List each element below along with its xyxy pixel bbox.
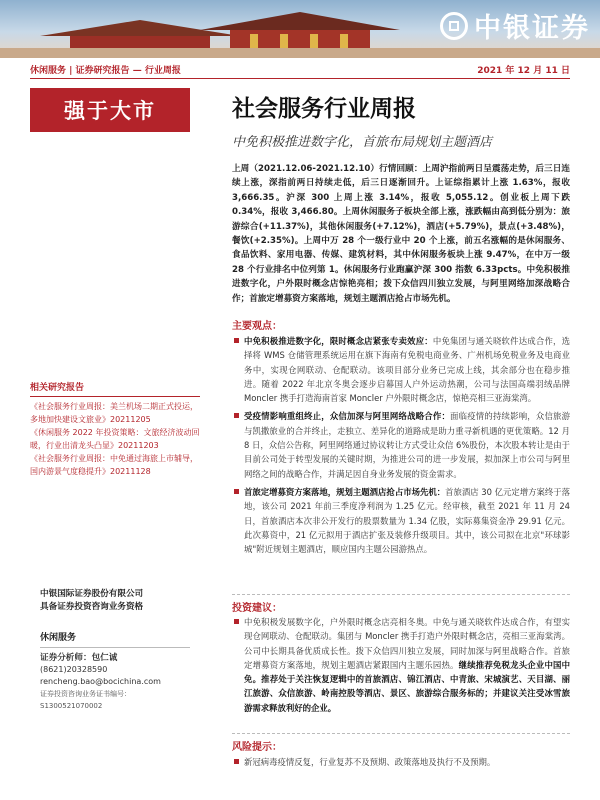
main-points-list [232,334,570,556]
related-report-link[interactable]: 《休闲服务 2022 年投资策略：文旅经济波动回暖，行业出清龙头凸显》20211203 [30,428,200,450]
report-category: 休闲服务 | 证券研究报告 — 行业周报 [30,65,181,76]
report-date: 2021 年 12 月 11 日 [477,65,570,76]
list-item: 中免积极发展数字化，户外限时概念店亮相冬奥。中免与通关晓软件达成合作，有望实现仓网联动、仓配联动。集团与 Moncler 携手打造户外限时概念店，亮相三亚海棠湾。公司中长期具备优质成长性。拨下众信四川独立发展，同时加深与阿里战略合作。首旅定增募资方案落地，规划主题酒店紧跟国内主题乐园热。继续推荐免税龙头企业中国中免。推荐处于关注恢复逻辑中的首旅酒店、锦江酒店、中青旅、宋城演艺、天目湖、丽江旅游、众信旅游、岭南控股等酒店、景区、旅游综合服务标的；并建议关注受冰雪旅游需求释放利好的企业。 [232,615,570,715]
related-reports [30,380,200,480]
related-reports-title: 相关研究报告 [30,380,200,397]
analyst-email[interactable]: rencheng.bao@bocichina.com [40,677,161,686]
related-report-link[interactable]: 《社会服务行业周报：中免通过海旅上市辅导，国内游景气度稳提升》20211128 [30,454,198,476]
analyst-info [40,624,190,712]
analyst-divider [40,647,190,648]
report-subtitle: 中免积极推进数字化，首旅布局规划主题酒店 [232,135,493,150]
list-item: 受疫情影响重组终止，众信加深与阿里网络战略合作：面临疫情的持续影响，众信旅游与凯撒旅业的合并终止，走独立、差异化的道路成是助力重寻新机遇的更优策略。12 月 8 日，众信公告称，阿里网络通过协议转让方式受让众信 6%股份，本次股本转让是由于目前公司处于转型发展的关键时期，为推进公司的进一步发展，拟加深上市公司与阿里网络之间的战略合作，并满足因自身业务发展的资金需求。 [232,409,570,480]
rating-box: 强于大市 [30,88,190,132]
summary-paragraph: 上周（2021.12.06-2021.12.10）行情回顾：上周沪指前两日呈震荡走势，后三日连续上涨，深指前两日持续走低，后三日逐渐回升。上证综指累计上涨 1.63%，报收 3,666.35。沪深 300 上周上涨 3.14%，报收 5,055.12。创业板上周下跌 0.34%，报收 3,466.80。上周休闲服务子板块全部上涨，涨跌幅由高到低分别为：旅游综合(+11.37%)，其他休闲服务(+7.12%)，酒店(+5.79%)，景点(+3.48%)，餐饮(+2.35%)。上周中万 28 个一级行业中 20 个上涨，前五名涨幅的是休闲服务、食品饮料、家用电器、传媒、建筑材料，其中休闲服务板块上涨 9.47%，在中万一级 28 个行业排名中位列第 1。休闲服务行业跑赢沪深 300 指数 6.33pcts。中免积极推进数字化，户外限时概念店惊艳亮相；拨下众信四川独立发展，与阿里网络加深战略合作；首旅定增募资方案落地，规划主题酒店抢占市场先机。 [232,164,570,304]
list-item: 中免积极推进数字化，限时概念店紧张专卖效应：中免集团与通关晓软件达成合作，选择将 WMS 仓储管理系统运用在旗下海南有免税电商业务、广州机场免税业务及电商业务中，实现仓网联动、仓配联动。该项目部分业务已完成上线，其余部分也在稳步推进。随着 2022 年北京冬奥会逐步启幕国人户外运动热潮，公司与法国高端羽绒品牌 Moncler 携手打造海南首家 Moncler 户外限时概念店，惊艳亮相三亚海棠湾。 [232,334,570,405]
risk-list [232,755,570,769]
section-divider [232,594,570,595]
risk-title: 风险提示： [232,742,282,753]
report-header-line [30,60,570,79]
section-divider [232,733,570,734]
bank-of-china-logo-icon [440,12,468,40]
company-name: 中银国际证券股份有限公司 [40,589,144,599]
logo-text: 中银证券 [474,13,590,44]
analyst-cert: 证券投资咨询业务证书编号：S1300521070002 [40,690,131,710]
related-report-link[interactable]: 《社会服务行业周报：美兰机场二期正式投运，多地加快建设文旅业》20211205 [30,402,198,424]
investment-title: 投资建议： [232,603,282,614]
header-banner [0,0,600,58]
company-info [40,588,190,614]
company-license: 具备证券投资咨询业务资格 [40,602,144,612]
analyst-phone: (8621)20328590 [40,665,108,674]
investment-list [232,615,570,715]
list-item: 首旅定增募资方案落地，规划主题酒店抢占市场先机：首旅酒店 30 亿元定增方案终于落地，该公司 2021 年前三季度净利润为 1.25 亿元。经审核，截至 2021 年 11 月 24 日，首旅酒店本次非公开发行的股票数量为 1.34 亿股，实际募集资金净 29.91 亿元。此次募资中，21 亿元拟用于酒店扩张及装修升级项目。其中，该公司拟在北京"环球影城"附近规划主题酒店，顺应国内主题公园游热点。 [232,485,570,556]
company-logo [440,6,590,45]
list-item: 新冠病毒疫情反复，行业复苏不及预期、政策落地及执行不及预期。 [232,755,570,769]
analyst-name: 证券分析师：包仁诚 [40,653,118,663]
industry-label: 休闲服务 [40,633,77,643]
report-title: 社会服务行业周报 [232,96,416,122]
main-points-title: 主要观点： [232,321,282,332]
